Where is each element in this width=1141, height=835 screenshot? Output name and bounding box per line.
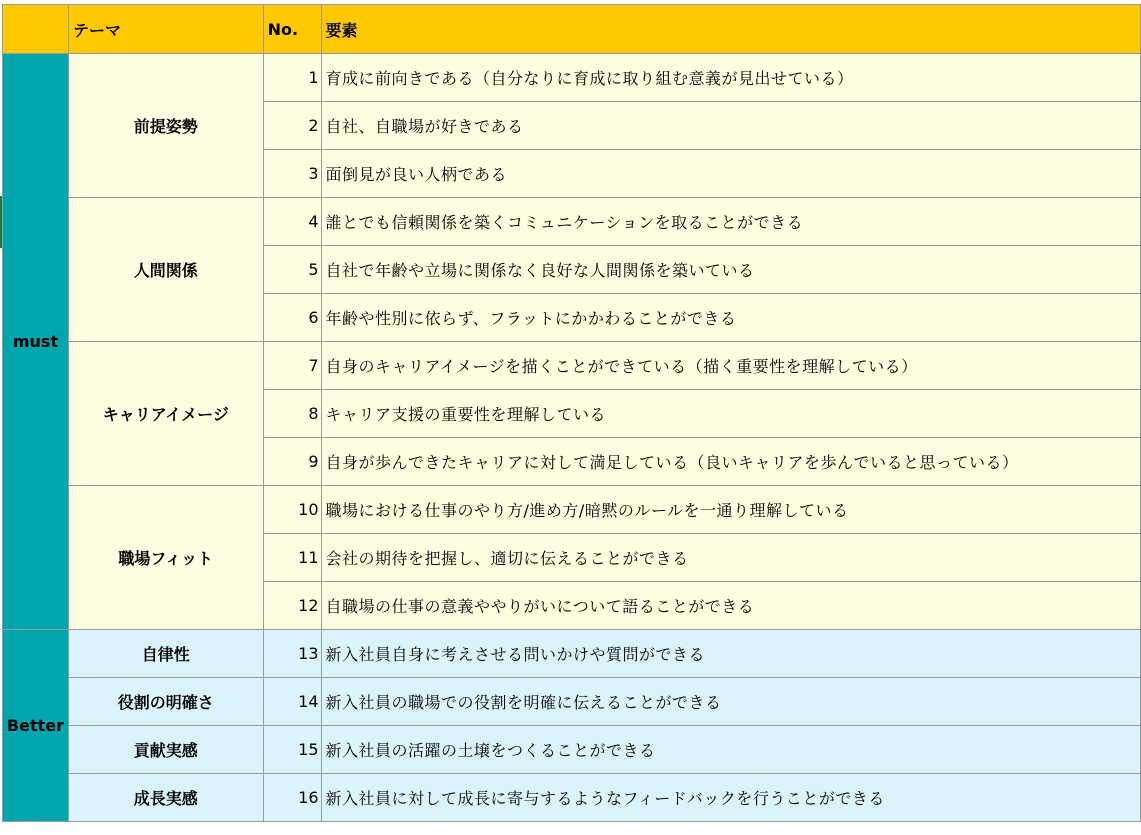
no-cell[interactable]: 16 — [263, 774, 321, 822]
element-cell[interactable]: 自社、自職場が好きである — [321, 102, 1140, 150]
table-row — [3, 726, 1141, 774]
no-cell[interactable]: 10 — [263, 486, 321, 534]
spreadsheet — [2, 4, 1141, 822]
no-cell[interactable]: 15 — [263, 726, 321, 774]
requirements-table — [2, 4, 1141, 822]
theme-cell[interactable]: 役割の明確さ — [68, 678, 263, 726]
element-cell[interactable]: 新入社員自身に考えさせる問いかけや質問ができる — [321, 630, 1140, 678]
element-cell[interactable]: 自社で年齢や立場に関係なく良好な人間関係を築いている — [321, 246, 1140, 294]
table-row — [3, 630, 1141, 678]
no-cell[interactable]: 11 — [263, 534, 321, 582]
theme-cell[interactable]: 職場フィット — [68, 486, 263, 630]
group-better[interactable]: Better — [3, 630, 69, 822]
header-element[interactable]: 要素 — [321, 5, 1140, 54]
element-cell[interactable]: 誰とでも信頼関係を築くコミュニケーションを取ることができる — [321, 198, 1140, 246]
table-row — [3, 342, 1141, 390]
table-row — [3, 678, 1141, 726]
theme-cell[interactable]: 前提姿勢 — [68, 54, 263, 198]
element-cell[interactable]: 新入社員に対して成長に寄与するようなフィードバックを行うことができる — [321, 774, 1140, 822]
no-cell[interactable]: 6 — [263, 294, 321, 342]
element-cell[interactable]: 自身のキャリアイメージを描くことができている（描く重要性を理解している） — [321, 342, 1140, 390]
table-row — [3, 198, 1141, 246]
no-cell[interactable]: 13 — [263, 630, 321, 678]
theme-cell[interactable]: 成長実感 — [68, 774, 263, 822]
element-cell[interactable]: 職場における仕事のやり方/進め方/暗黙のルールを一通り理解している — [321, 486, 1140, 534]
table-row — [3, 486, 1141, 534]
no-cell[interactable]: 7 — [263, 342, 321, 390]
element-cell[interactable]: 新入社員の活躍の土壌をつくることができる — [321, 726, 1140, 774]
no-cell[interactable]: 12 — [263, 582, 321, 630]
element-cell[interactable]: 自身が歩んできたキャリアに対して満足している（良いキャリアを歩んでいると思っている） — [321, 438, 1140, 486]
element-cell[interactable]: キャリア支援の重要性を理解している — [321, 390, 1140, 438]
no-cell[interactable]: 1 — [263, 54, 321, 102]
theme-cell[interactable]: 貢献実感 — [68, 726, 263, 774]
table-row — [3, 774, 1141, 822]
group-must[interactable]: must — [3, 54, 69, 630]
element-cell[interactable]: 新入社員の職場での役割を明確に伝えることができる — [321, 678, 1140, 726]
header-no[interactable]: No. — [263, 5, 321, 54]
no-cell[interactable]: 4 — [263, 198, 321, 246]
table-row — [3, 54, 1141, 102]
theme-cell[interactable]: 人間関係 — [68, 198, 263, 342]
element-cell[interactable]: 会社の期待を把握し、適切に伝えることができる — [321, 534, 1140, 582]
no-cell[interactable]: 8 — [263, 390, 321, 438]
element-cell[interactable]: 面倒見が良い人柄である — [321, 150, 1140, 198]
theme-cell[interactable]: 自律性 — [68, 630, 263, 678]
no-cell[interactable]: 5 — [263, 246, 321, 294]
element-cell[interactable]: 育成に前向きである（自分なりに育成に取り組む意義が見出せている） — [321, 54, 1140, 102]
no-cell[interactable]: 2 — [263, 102, 321, 150]
header-row — [3, 5, 1141, 54]
no-cell[interactable]: 14 — [263, 678, 321, 726]
element-cell[interactable]: 年齢や性別に依らず、フラットにかかわることができる — [321, 294, 1140, 342]
theme-cell[interactable]: キャリアイメージ — [68, 342, 263, 486]
element-cell[interactable]: 自職場の仕事の意義ややりがいについて語ることができる — [321, 582, 1140, 630]
header-corner-cell[interactable] — [3, 5, 69, 54]
no-cell[interactable]: 3 — [263, 150, 321, 198]
no-cell[interactable]: 9 — [263, 438, 321, 486]
header-theme[interactable]: テーマ — [68, 5, 263, 54]
